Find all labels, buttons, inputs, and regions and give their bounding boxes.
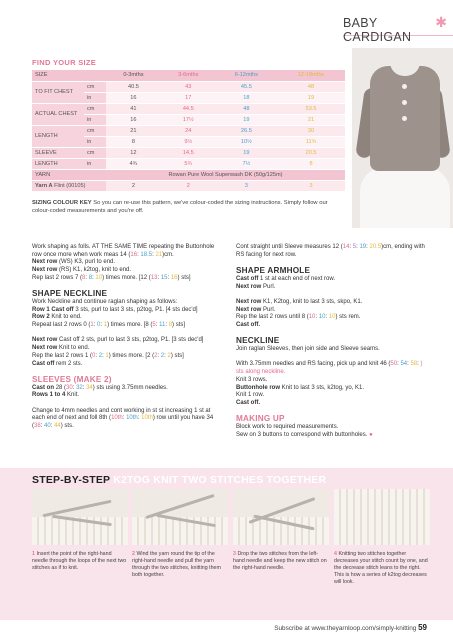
size-value: 10th [126,415,138,422]
step-2-photo [132,489,228,545]
table-cell: 17½ [161,114,216,125]
text: ) times more. [2 ( [108,352,155,359]
text: Purl. [263,306,276,313]
size-value: 8 [88,274,93,281]
table-cell: in [84,136,106,147]
size-value: 20.5 [369,244,382,250]
text: Knit to end. [59,345,90,352]
table-cell: 3 [216,180,277,191]
step-number: 1 [32,551,35,557]
size-value: 10 [95,274,103,281]
text: Block work to required measurements. [236,424,339,431]
text: Sew on 3 buttons to correspond with buttonholes. [236,431,368,438]
table-cell: 40.5 [106,81,161,92]
yarn-a-label: Yarn A [35,182,53,189]
table-cell: 17 [161,92,216,103]
step-number: 2 [132,551,135,557]
key-text: So you can re-use this pattern, we've colour-coded the sizing instructions. Simply follow our colour-coded measurements and you're off. [32,200,328,214]
pattern-column-right [236,244,426,447]
paragraph: Cont straight until Sleeve measures 12 (14: 5: 19: 20.5)cm, ending with RS facing for next row. [236,244,425,258]
size-value: 18.5 [140,251,153,258]
table-cell: 8 [106,136,161,147]
sizing-colour-key [32,200,332,215]
row-label: Next row [32,337,58,344]
subscribe-link[interactable]: Subscribe at www.theyarnloop.com/simply-knitting [274,625,417,632]
table-cell: in [84,92,106,103]
table-row [32,70,345,81]
size-value: 1 [103,322,108,329]
text: (RS) K1, k2tog, knit to end. [59,267,132,274]
table-cell: 6-12mths [216,70,277,81]
dress-shape [360,163,450,228]
size-value: 5 [352,244,357,250]
table-cell: cm [84,103,106,114]
row-label: Cast off [32,360,55,367]
row-label: Cast on [32,384,55,391]
text: ) sts] [177,274,191,281]
size-value: 54 [400,361,408,368]
table-cell: 20.5 [277,147,345,158]
size-value: 10 [308,314,316,321]
row-label: Next row [236,283,262,290]
text: ) sts using 3.75mm needles. [92,384,168,391]
table-cell: 53.5 [277,103,345,114]
table-cell: ACTUAL CHEST [32,103,84,125]
table-cell: 41 [106,103,161,114]
cardigan-photo [352,48,453,228]
find-your-size-heading: FIND YOUR SIZE [32,58,97,67]
size-value: 16 [130,251,138,258]
paragraph: Cast on 28 (30: 32: 34) sts using 3.75mm needles. Rows 1 to 4 Knit. [32,384,168,399]
shape-armhole-heading: SHAPE ARMHOLE [236,266,311,276]
step-subtitle: K2TOG KNIT TWO STITCHES TOGETHER [113,474,327,486]
step-3-caption [233,551,329,572]
step-4-photo [334,489,430,545]
table-cell: 12 [106,147,161,158]
text: Purl. [263,283,276,290]
size-value: 10th [111,415,123,422]
row-label: Cast off [236,275,259,282]
text: 3 sts, purl to last 3 sts, p2tog, P1. [4 sts dec'd] [75,306,198,313]
size-value: 10th [141,415,153,422]
size-value: 10 [328,314,336,321]
table-cell: cm [84,125,106,136]
table-cell: YARN [32,169,106,180]
paragraph: Change to 4mm needles and cont working in st st increasing 1 st at each end of next and foll 8th (10th: 10th: 10th) row until you have 34 (38: 40: 44) sts. [32,407,214,430]
table-cell: 5¾ [161,158,216,169]
step-number: 4 [334,551,337,557]
size-value: 14 [342,244,350,250]
row-label: Cast off. [236,400,260,406]
text: ) row until you have 34 ( [32,415,214,430]
size-value: 32 [76,384,83,391]
table-cell: 21 [277,114,345,125]
size-value: 15 [160,274,168,281]
table-cell: 26.5 [216,125,277,136]
table-cell: 11¾ [277,136,345,147]
paragraph [236,276,426,291]
row-label: Rows 1 to 4 [32,392,66,399]
table-cell: 12-18mths [277,70,345,81]
paragraph: Next row K1, K2tog, knit to last 3 sts, skpo, K1. Next row Purl. Rep the last 2 rows until 8 (10: 10: 10) sts rem. Cast off. [236,298,363,328]
size-value: 50 [390,361,398,368]
table-cell: cm [84,147,106,158]
text: Knit to last 3 sts, k2tog, yo, K1. [281,384,365,391]
table-cell: 7½ [216,158,277,169]
knit-fabric-shape [132,517,228,545]
table-cell: 0-3mths [106,70,161,81]
size-value: ) sts along neckline. [236,361,423,376]
table-row [32,169,345,180]
size-table [32,70,345,192]
table-row [32,81,345,92]
size-value: 40 [44,423,51,430]
table-cell: 4¾ [106,158,161,169]
table-cell: 8 [277,158,345,169]
text: Work Neckline and continue raglan shaping as follows: [32,298,178,305]
size-value: 38 [34,423,41,430]
table-cell: 2 [106,180,161,191]
table-row [32,147,345,158]
shape-neckline-heading: SHAPE NECKLINE [32,289,108,299]
table-cell: SLEEVE [32,147,84,158]
row-label: Cast off [51,306,74,313]
table-cell: 9½ [161,136,216,147]
size-value: 30 [66,384,73,391]
table-row [32,180,345,191]
size-value: 44 [54,423,61,430]
text: Rep the last 2 rows until 8 ( [236,314,309,321]
step-4-caption [334,551,430,586]
page-number: 59 [418,623,427,632]
text: (WS) K3, purl to end. [59,259,116,266]
table-cell: TO FIT CHEST [32,81,84,103]
size-value: 10 [318,314,326,321]
step-text: Insert the point of the right-hand needle through the loops of the next two stitches as if to knit. [32,551,127,571]
text: ) sts] [170,352,184,359]
knit-fabric-shape [334,489,430,545]
paragraph: Next row Cast off 2 sts, purl to last 3 sts, p2tog, P1. [3 sts dec'd] Next row Knit to end. Rep the last 2 rows 1 (0: 2: 1) times more. [2 (2: 2: 2) sts] Cast off rem 2 sts. [32,337,204,367]
table-cell: Rowan Pure Wool Superwash DK (50g/125m) [106,169,345,180]
size-value: 2 [160,352,165,359]
table-cell: cm [84,81,106,92]
paragraph [236,424,426,439]
text: Knit. [67,392,80,399]
table-row [32,103,345,114]
page-footer [274,623,427,632]
row-label: Row 1 [32,306,50,313]
table-cell: 45.5 [216,81,277,92]
size-value: 0 [92,352,96,359]
text: Rep the last 2 rows 1 ( [32,352,93,359]
paragraph: Work shaping as folls. AT THE SAME TIME repeating the Buttonhole row once more when work meas 14 (16: 18.5: 21)cm. Next row (WS) K3, purl to end. Next row (RS) K1, k2tog, knit to end. Rep last 2 rows 7 (8: 8: 10) times more. [12 (13: 15: 16) sts] [32,244,215,281]
table-cell: 19 [216,147,277,158]
text: ) sts] [172,322,186,329]
text: )cm, ending with RS facing for next row. [236,244,425,258]
text: Cast off 2 sts, purl to last 3 sts, p2tog, P1. [3 sts dec'd] [59,337,204,344]
table-cell: 21 [106,125,161,136]
step-by-step-heading [32,474,326,486]
neckline-heading: NECKLINE [236,336,280,346]
key-label: SIZING COLOUR KEY [32,200,92,206]
text: With 3.75mm needles and RS facing, pick up and knit 46 ( [236,361,391,368]
table-cell: 10½ [216,136,277,147]
text: ) times more. [8 ( [107,322,153,329]
table-cell: LENGTH [32,158,84,169]
button-shape [402,100,407,105]
size-value: 11 [159,322,166,329]
step-title: STEP-BY-STEP [32,474,111,486]
size-value: 0 [97,322,101,329]
pattern-column-left [32,244,225,439]
step-text: Drop the two stitches from the left-hand needle and keep the new stitch on the right-hand needle. [233,551,327,571]
text: Knit 3 rows. [236,376,268,383]
row-label: Buttonhole row [236,384,280,391]
table-row [32,158,345,169]
button-shape [402,116,407,121]
yarn-a-name: Flint (00105) [54,182,86,189]
star-icon: ✱ [435,14,447,30]
page-title: BABY CARDIGAN [343,16,412,44]
table-cell: 14.5 [161,147,216,158]
size-value: 1 [105,352,109,359]
table-cell: SIZE [32,70,106,81]
size-value: 34 [86,384,93,391]
table-cell: in [84,158,106,169]
size-value: 19 [359,244,367,250]
size-value: 2 [167,352,171,359]
table-cell: in [84,114,106,125]
step-text: Wind the yarn round the tip of the right-hand needle and pull the yarn through the two stitches, knitting them both together. [132,551,221,578]
sleeves-heading: SLEEVES (MAKE 2) [32,374,112,384]
table-cell: 19 [277,92,345,103]
table-cell: 19 [216,114,277,125]
row-label: Row 2 [32,314,50,321]
table-cell: 30 [277,125,345,136]
size-value: 1 [90,322,94,329]
size-value: 8 [168,322,173,329]
table-cell: 18 [216,92,277,103]
row-label: Next row [236,306,262,313]
table-cell: 16 [106,92,161,103]
table-cell: 3-6mths [161,70,216,81]
size-value: 2 [98,352,103,359]
button-shape [402,84,407,89]
step-number: 3 [233,551,236,557]
page-header [343,14,453,44]
size-value: 8 [82,274,86,281]
text: K1, K2tog, knit to last 3 sts, skpo, K1. [263,298,363,305]
size-value: 16 [170,274,178,281]
table-cell: 2 [161,180,216,191]
size-value: 5 [152,322,156,329]
row-label: Next row [32,267,58,274]
table-cell: 48 [277,81,345,92]
step-2-caption [132,551,228,579]
text: Change to 4mm needles and cont working in st st increasing 1 st at each end of next and foll 8th ( [32,407,211,422]
text: rem 2 sts. [56,360,83,367]
table-cell [32,180,106,191]
size-value: 13 [150,274,158,281]
text: Knit 1 row. [236,392,265,399]
table-cell: 3 [277,180,345,191]
step-3-photo [233,489,329,545]
row-label: Next row [236,298,262,305]
end-dot-icon: ● [369,431,373,438]
text: Rep last 2 rows 7 ( [32,274,83,281]
text: Cont straight until Sleeve measures 12 ( [236,244,343,250]
text: 28 ( [55,384,67,391]
step-text: Knitting two stitches together decreases your stitch count by one, and the decrease stitch leans to the right. This is how a series of k2tog decreases will look. [334,551,428,585]
text: Work shaping as folls. AT THE SAME TIME repeating the Buttonhole row once more when work meas 14 ( [32,244,215,258]
text: ) times more. [12 ( [102,274,151,281]
text: ) sts. [60,423,74,430]
text: Knit to end. [51,314,82,321]
table-cell: 16 [106,114,161,125]
size-value: 58 [410,361,418,368]
text: 1 st at each end of next row. [260,275,336,282]
table-cell: LENGTH [32,125,84,147]
row-label: Next row [32,345,58,352]
table-cell: 48 [216,103,277,114]
paragraph: With 3.75mm needles and RS facing, pick up and knit 46 (50: 54: 58: ) sts along neckline. Knit 3 rows. Buttonhole row Knit to last 3 sts, k2tog, yo, K1. Knit 1 row. Cast off. [236,361,423,406]
size-value: 2 [154,352,158,359]
text: Repeat last 2 rows 0 ( [32,322,91,329]
making-up-heading: MAKING UP [236,414,285,424]
step-1-photo [32,489,128,545]
table-cell: 43 [161,81,216,92]
text: ) sts rem. [335,314,361,321]
text: )cm. [162,251,174,258]
table-cell: 24 [161,125,216,136]
table-row [32,125,345,136]
table-cell: 44.5 [161,103,216,114]
paragraph [236,346,426,354]
step-1-caption [32,551,128,572]
size-value: 21 [155,251,163,258]
text: Join raglan Sleeves, then join side and Sleeve seams. [236,346,380,353]
row-label: Cast off. [236,322,260,328]
row-label: Next row [32,259,58,266]
paragraph: Work Neckline and continue raglan shaping as follows: Row 1 Cast off 3 sts, purl to last 3 sts, p2tog, P1. [4 sts dec'd] Row 2 Knit to end. Repeat last 2 rows 0 (1: 0: 1) times more. [8 (5: 11: 8) sts] [32,298,198,329]
